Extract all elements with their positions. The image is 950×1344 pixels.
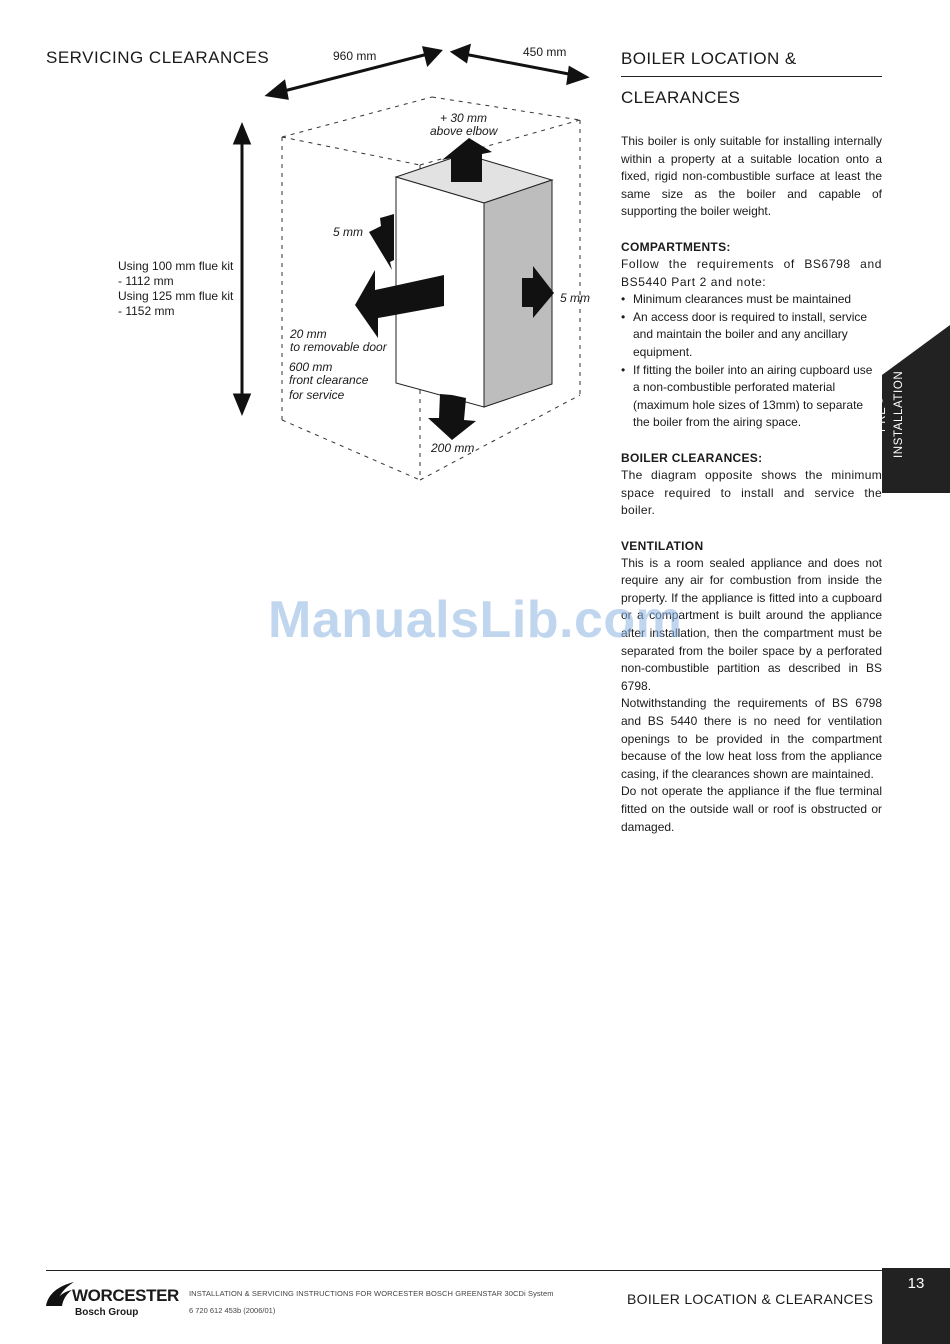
list-item: • An access door is required to install, service and maintain the boiler and any ancillary equipment. xyxy=(621,309,882,362)
compartments-list xyxy=(621,291,882,432)
worcester-logo xyxy=(44,1278,184,1322)
flue-kit-125-label: Using 125 mm flue kit xyxy=(118,289,234,303)
top-clearance-label: + 30 mm xyxy=(440,111,488,125)
servicing-clearances-diagram xyxy=(0,0,600,500)
section-title-line1: BOILER LOCATION & xyxy=(621,44,882,77)
front-clearance-sub-label: front clearance xyxy=(289,373,369,387)
footer-document-title: INSTALLATION & SERVICING INSTRUCTIONS FOR WORCESTER BOSCH GREENSTAR 30CDi System xyxy=(189,1289,554,1298)
ventilation-paragraph-1: This is a room sealed appliance and does not require any air for combustion from inside the property. If the appliance is fitted into a cupboard or a compartment is built around the appliance after installation, then the compartment must be separated from the boiler space by a perforated non-combustible partition as described in BS 6798. xyxy=(621,555,882,693)
boiler-clearances-heading: BOILER CLEARANCES: xyxy=(621,450,763,465)
right-column xyxy=(621,44,882,836)
side-tab-line1: PRE - xyxy=(876,398,888,432)
side-tab-line2: INSTALLATION xyxy=(893,370,905,458)
boiler-clearances-paragraph: The diagram opposite shows the minimum space required to install and service the boiler. xyxy=(621,467,882,518)
logo-subtitle: Bosch Group xyxy=(75,1307,139,1318)
width-dimension-label: 960 mm xyxy=(333,49,377,63)
compartments-heading: COMPARTMENTS: xyxy=(621,239,731,254)
compartments-paragraph: Follow the requirements of BS6798 and BS5440 Part 2 and note: xyxy=(621,256,882,289)
footer-section-title: BOILER LOCATION & CLEARANCES xyxy=(627,1291,874,1307)
page-number: 13 xyxy=(907,1275,925,1292)
flue-kit-100-label: Using 100 mm flue kit xyxy=(118,259,234,273)
door-clearance-sub-label: to removable door xyxy=(290,340,387,354)
footer-divider xyxy=(46,1270,882,1271)
list-item: • If fitting the boiler into an airing cupboard use a non-combustible perforated material (maximum hole sizes of 13mm) to separate the boiler from the airing space. xyxy=(621,362,882,432)
list-item: • Minimum clearances must be maintained xyxy=(621,291,882,309)
ventilation-paragraph-2: Notwithstanding the requirements of BS 6798 and BS 5440 there is no need for ventilation openings to be provided in the compartment because of the low heat loss from the appliance casing, if the clearances shown are maintained. xyxy=(621,696,882,781)
depth-dimension-label: 450 mm xyxy=(523,45,567,59)
left-side-clearance-label: 5 mm xyxy=(333,225,363,239)
flue-kit-100-value: - 1112 mm xyxy=(118,274,174,288)
footer-document-code: 6 720 612 453b (2006/01) xyxy=(189,1306,276,1315)
section-title-line2: CLEARANCES xyxy=(621,88,741,107)
flue-kit-125-value: - 1152 mm xyxy=(118,304,175,318)
right-side-clearance-label: 5 mm xyxy=(560,291,590,305)
servicing-clearances-title: SERVICING CLEARANCES xyxy=(46,48,270,67)
logo-wordmark: WORCESTER xyxy=(72,1286,179,1305)
front-clearance-service-label: for service xyxy=(289,388,345,402)
intro-paragraph: This boiler is only suitable for installing internally within a property at a suitable location onto a fixed, rigid non-combustible surface at least the same size as the boiler and capable of supporting the boiler weight. xyxy=(621,134,882,219)
ventilation-paragraph-3: Do not operate the appliance if the flue terminal fitted on the outside wall or roof is obstructed or damaged. xyxy=(621,784,882,834)
door-clearance-label: 20 mm xyxy=(290,327,327,341)
bottom-clearance-label: 200 mm xyxy=(431,441,475,455)
ventilation-heading: VENTILATION xyxy=(621,538,704,553)
watermark: ManualsLib.com xyxy=(268,591,683,649)
height-dimension-arrow xyxy=(235,126,249,412)
front-clearance-label: 600 mm xyxy=(289,360,333,374)
left-side-clearance-arrow xyxy=(369,214,394,270)
top-clearance-sub-label: above elbow xyxy=(430,124,498,138)
side-tab-label xyxy=(866,360,936,460)
